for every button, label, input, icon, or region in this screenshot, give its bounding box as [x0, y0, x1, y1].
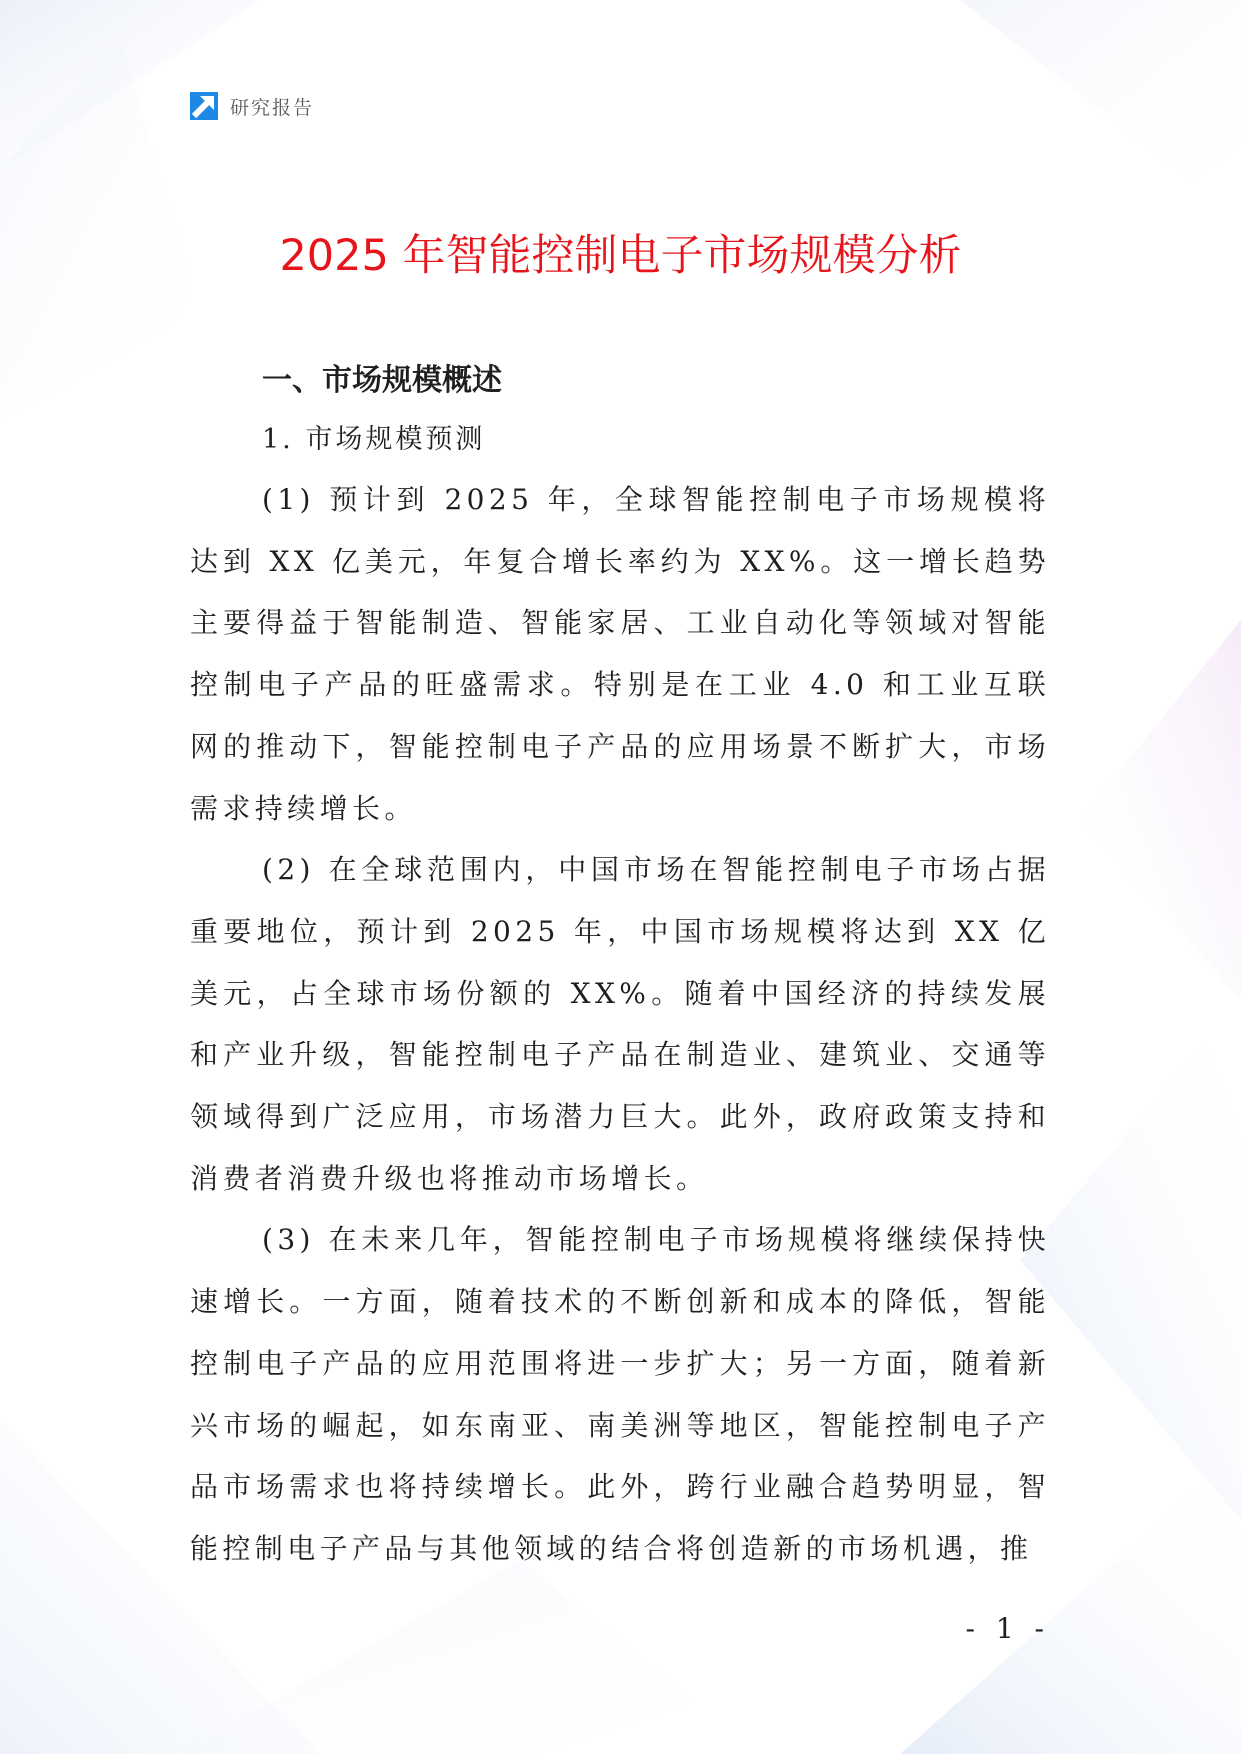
paragraph-2: (2) 在全球范围内，中国市场在智能控制电子市场占据重要地位，预计到 2025 年，中国市场规模将达到 XX 亿美元，占全球市场份额的 XX%。随着中国经济的持续发展和产业升级，智能控制电子产品在制造业、建筑业、交通等领域得到广泛应用，市场潜力巨大。此外，政府政策支持和消费者消费升级也将推动市场增长。	[190, 853, 1050, 1195]
document-title: 2025 年智能控制电子市场规模分析	[279, 231, 962, 281]
section-heading: 一、市场规模概述	[262, 363, 502, 398]
paragraph-3: (3) 在未来几年，智能控制电子市场规模将继续保持快速增长。一方面，随着技术的不断创新和成本的降低，智能控制电子产品的应用范围将进一步扩大；另一方面，随着新兴市场的崛起，如东南亚、南美洲等地区，智能控制电子产品市场需求也将持续增长。此外，跨行业融合趋势明显，智能控制电子产品与其他领域的结合将创造新的市场机遇，推	[190, 1223, 1050, 1565]
section-subheading: 1. 市场规模预测	[262, 424, 486, 455]
document-body	[190, 355, 1050, 1580]
paragraph-1: (1) 预计到 2025 年，全球智能控制电子市场规模将达到 XX 亿美元，年复合增长率约为 XX%。这一增长趋势主要得益于智能制造、智能家居、工业自动化等领域对智能控制电子产品的旺盛需求。特别是在工业 4.0 和工业互联网的推动下，智能控制电子产品的应用场景不断扩大，市场需求持续增长。	[190, 483, 1050, 825]
page-number: - 1 -	[965, 1612, 1050, 1645]
report-header	[188, 90, 314, 122]
report-label: 研究报告	[230, 96, 315, 119]
arrow-up-right-icon	[188, 90, 220, 122]
